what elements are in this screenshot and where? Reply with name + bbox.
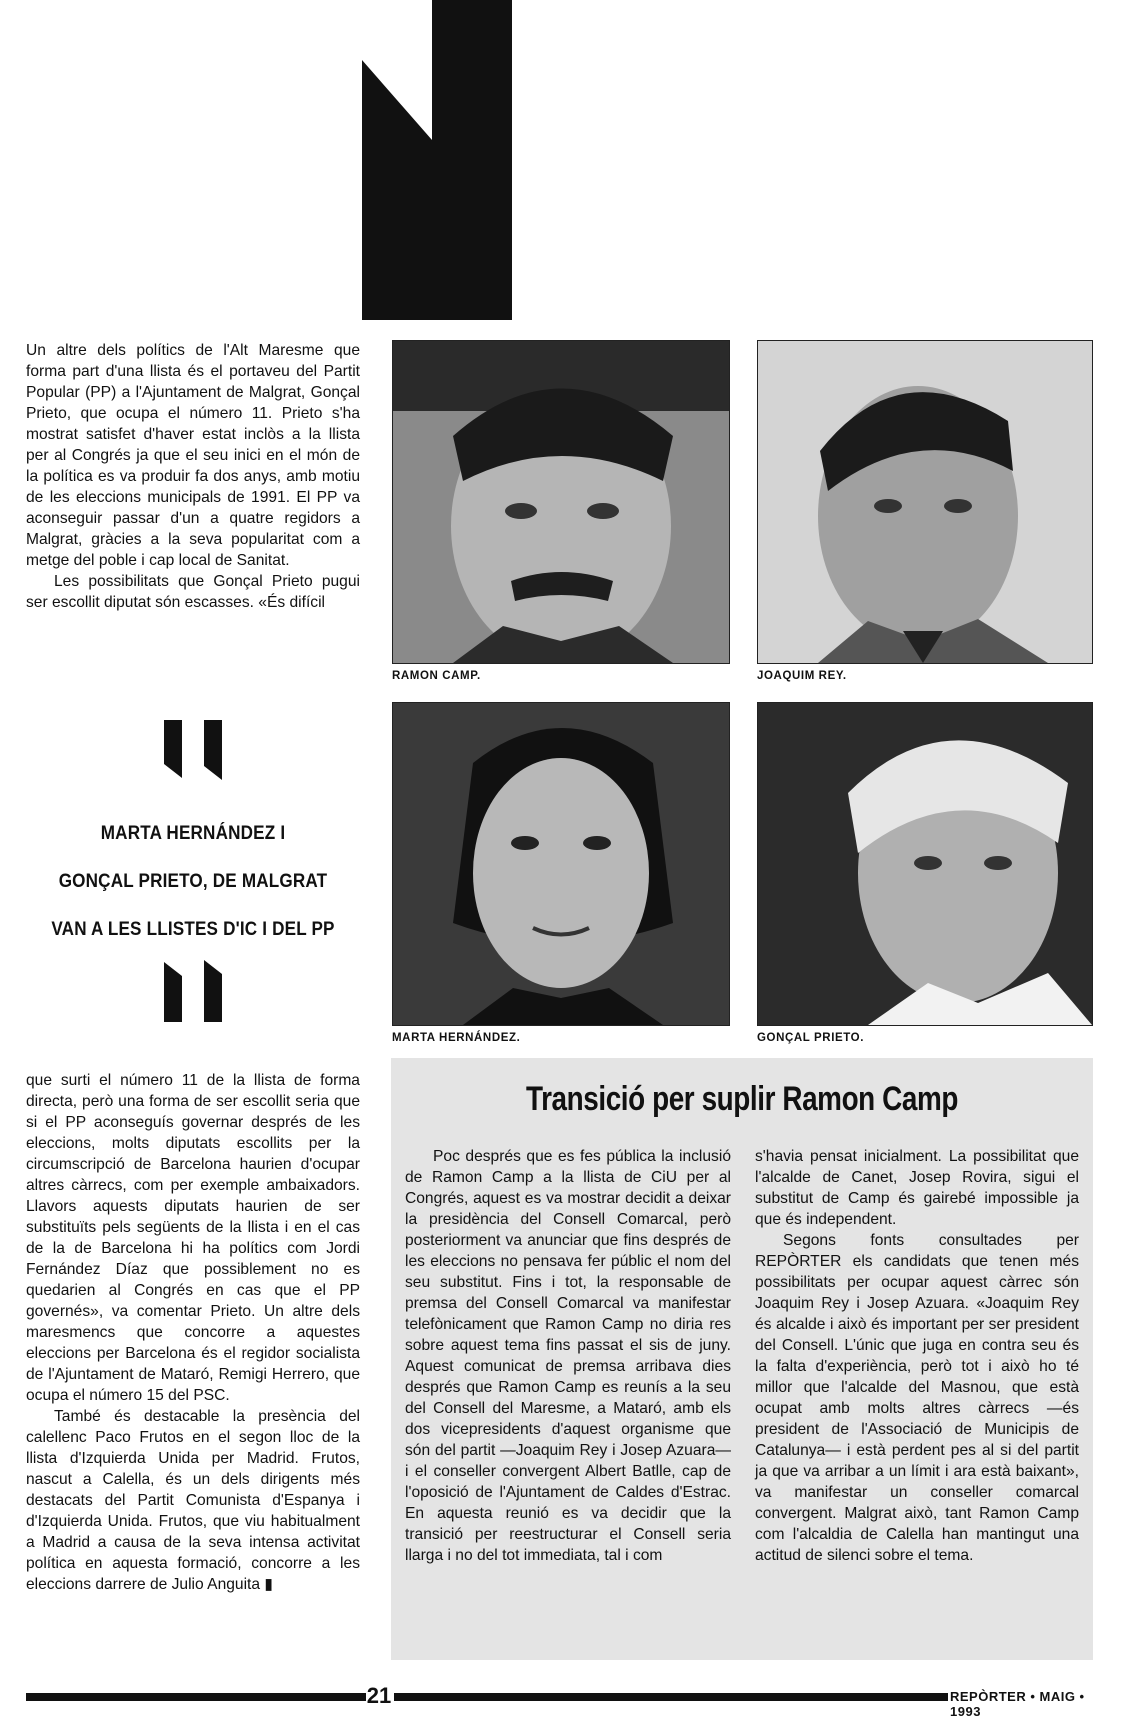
close-quote-icon: [160, 960, 230, 1022]
open-quote-icon: [160, 720, 230, 782]
paragraph: Un altre dels polítics de l'Alt Maresme que forma part d'una llista és el portaveu del Partit Popular (PP) a l'Ajuntament de Malgrat, Gonçal Prieto, que ocupa el número 11. Prieto s'ha mostrat satisfet d'haver estat inclòs a la llista per al Congrés ja que el seu inici en el món de la política es va produir fa dos anys, amb motiu de les eleccions municipals de 1991. El PP va aconseguir passar d'un a quatre regidors a Malgrat, gràcies a la seva popularitat com a metge del poble i cap local de Sanitat.: [26, 342, 360, 569]
paragraph: Segons fonts consultades per REPÒRTER els candidats que tenen més possibilitats per ocupar aquest càrrec són Joaquim Rey i Josep Azuara. «Joaquim Rey és alcalde i això és important per ser president del Consell. L'únic que juga en contra seu és la falta d'experiència, però tot i això ho té millor que l'alcalde del Masnou, que està ocupat amb molts altres càrrecs —és president de l'Associació de Municipis de Catalunya— i està perdent pes al si del partit ja que va arribar a un límit i ara està baixant», va manifestar un conseller comarcal convergent. Malgrat això, tant Ramon Camp com l'alcaldia de Calella han mantingut una actitud de silenci sobre el tema.: [755, 1232, 1079, 1564]
pull-quote: [26, 720, 360, 1030]
photo-caption: RAMON CAMP.: [392, 670, 481, 682]
paragraph: s'havia pensat inicialment. La possibilitat que l'alcalde de Canet, Josep Rovira, sigui el substitut de Camp és gairebé impossible ja que és independent.: [755, 1148, 1079, 1228]
photo-goncal-prieto: [757, 702, 1093, 1026]
sidebar-column-2: [755, 1146, 1079, 1566]
pull-quote-line: GONÇAL PRIETO, DE MALGRAT: [58, 871, 328, 892]
footer-rule-right: [394, 1693, 948, 1701]
paragraph: Les possibilitats que Gonçal Prieto pugui ser escollit diputat són escasses. «És difícil: [26, 573, 360, 611]
page-number: 21: [366, 1683, 392, 1708]
photo-caption: MARTA HERNÁNDEZ.: [392, 1032, 521, 1044]
publication-name: REPÒRTER • MAIG • 1993: [950, 1689, 1085, 1719]
sidebar-title: Transició per suplir Ramon Camp: [526, 1080, 958, 1118]
pull-quote-line: MARTA HERNÁNDEZ I: [100, 823, 286, 844]
sidebar-box: [391, 1058, 1093, 1660]
footer-rule-left: [26, 1693, 366, 1701]
pull-quote-line: VAN A LES LLISTES D'IC I DEL PP: [51, 919, 335, 940]
decorative-black-graphic: [362, 0, 512, 320]
paragraph: També és destacable la presència del calellenc Paco Frutos en el segon lloc de la llista d'Izquierda Unida per Madrid. Frutos, nascut a Calella, és un dels dirigents més destacats del Partit Comunista d'Espanya i d'Izquierda Unida. Frutos, que viu habitualment a Madrid a causa de la seva intensa activitat política en aquesta formació, concorre a les eleccions darrere de Julio Anguita ▮: [26, 1408, 360, 1593]
photo-caption: GONÇAL PRIETO.: [757, 1032, 865, 1044]
article-text-bottom: [26, 1070, 360, 1595]
paragraph: que surti el número 11 de la llista de forma directa, però una forma de ser escollit seria que si el PP aconseguís governar després de les eleccions, molts diputats escollits per la circumscripció de Barcelona haurien d'ocupar altres càrrecs, com per exemple ambaixadors. Llavors aquests diputats haurien de ser substituïts pels següents de la llista i en el cas de la de Barcelona hi ha polítics com Jordi Fernández Díaz que possiblement no es quedarien al Congrés en cas que el PP governés», va comentar Prieto. Un altre dels maresmencs que concorre a aquestes eleccions per Barcelona és el regidor socialista de l'Ajuntament de Mataró, Remigi Herrero, que ocupa el número 15 del PSC.: [26, 1072, 360, 1404]
paragraph: Poc després que es fes pública la inclusió de Ramon Camp a la llista de CiU per al Congrés, aquest es va mostrar decidit a deixar la presidència del Consell Comarcal, però posteriorment va anunciar que fins després de les eleccions no pensava fer públic el nom del seu substitut. Fins i tot, la responsable de premsa del Consell Comarcal va manifestar telefònicament que Ramon Camp no diria res sobre aquest tema fins passat el sis de juny. Aquest comunicat de premsa arribava dies després que Ramon Camp es reunís a la seu del Consell del Maresme, a Mataró, amb els dos vicepresidents d'aquest organisme que són del partit —Joaquim Rey i Josep Azuara— i el conseller convergent Albert Batlle, cap de l'oposició de l'Ajuntament de Caldes d'Estrac. En aquesta reunió es va decidir que la transició per reestructurar el Consell seria llarga i no del tot immediata, tal i com: [405, 1148, 731, 1564]
article-text-top: [26, 340, 360, 613]
photo-ramon-camp: [392, 340, 730, 664]
photo-marta-hernandez: [392, 702, 730, 1026]
photo-caption: JOAQUIM REY.: [757, 670, 847, 682]
photo-joaquim-rey: [757, 340, 1093, 664]
sidebar-column-1: [405, 1146, 731, 1566]
